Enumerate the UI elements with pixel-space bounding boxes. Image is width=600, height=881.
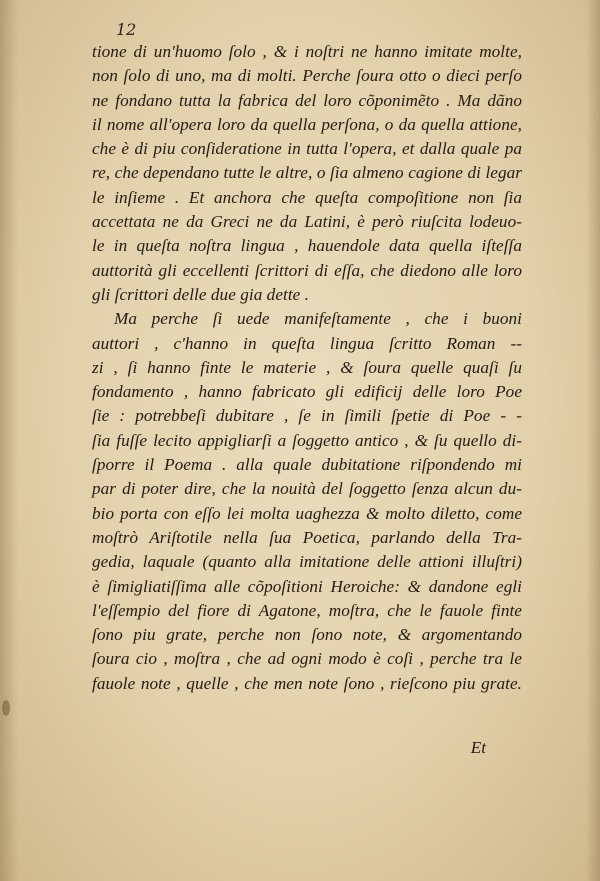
text-line: gli ſcrittori delle due gia dette . — [92, 284, 310, 304]
text-line: ſporre il Poema . alla quale dubitatione riſpondendo mi — [92, 455, 522, 475]
text-line: fondamento , hanno fabricato gli edificij delle loro Poe — [92, 382, 522, 402]
text-line: tione di un'huomo ſolo , & i noſtri ne hanno imitate molte, — [92, 42, 522, 61]
text-line: ſoura cio , moſtra , che ad ogni modo è coſi , perche tra le — [92, 649, 522, 669]
text-line: gedia, laquale (quanto alla imitatione delle attioni illuſtri) — [92, 552, 522, 572]
text-line: moſtrò Ariſtotile nella ſua Poetica, parlando della Tra- — [92, 527, 522, 547]
catchword: Et — [470, 738, 486, 757]
text-line: bio porta con eſſo lei molta uaghezza & molto diletto, come — [92, 503, 522, 523]
text-line: le in queſta noſtra lingua , hauendole data quella iſteſſa — [92, 236, 522, 256]
text-line: auttori , c'hanno in queſta lingua ſcritto Roman -- — [92, 333, 522, 353]
text-line: le inſieme . Et anchora che queſta compoſitione non ſia — [92, 187, 522, 207]
text-line: re, che dependano tutte le altre, o ſia almeno cagione di legar — [92, 163, 522, 183]
text-line: ne fondano tutta la fabrica del loro cõponimẽto . Ma dãno — [92, 90, 522, 110]
text-line: che è di piu conſideratione in tutta l'opera, et dalla quale pa — [92, 139, 522, 159]
text-line: è ſimigliatiſſima alle cõpoſitioni Heroiche: & dandone egli — [92, 576, 522, 596]
body-text — [92, 40, 522, 696]
text-line: Ma perche ſi uede manifeſtamente , che i buoni — [114, 309, 522, 329]
text-line: ſono piu grate, perche non ſono note, & argomentando — [92, 625, 522, 645]
ink-stain — [2, 700, 10, 716]
text-line: accettata ne da Greci ne da Latini, è però riuſcita lodeuo- — [92, 212, 522, 232]
text-line: ſia fuſſe lecito appigliarſi a ſoggetto antico , & ſu quello di- — [92, 430, 522, 450]
text-line: par di poter dire, che la nouità del ſoggetto ſenza alcun du- — [92, 479, 522, 499]
text-line: fauole note , quelle , che men note ſono , rieſcono piu grate. — [92, 673, 522, 693]
text-line: auttorità gli eccellenti ſcrittori di eſſa, che diedono alle loro — [92, 260, 522, 280]
text-line: zi , ſi hanno finte le materie , & ſoura quelle quaſi ſu — [92, 357, 522, 377]
text-line: l'eſſempio del fiore di Agatone, moſtra, che le fauole finte — [92, 600, 522, 620]
text-line: ſie : potrebbeſi dubitare , ſe in ſimili ſpetie di Poe - - — [92, 406, 522, 426]
text-line: non ſolo di uno, ma di molti. Perche ſoura otto o dieci perſo — [92, 66, 522, 86]
page-number: 12 — [116, 20, 137, 39]
text-line: il nome all'opera loro da quella perſona, o da quella attione, — [92, 114, 522, 134]
